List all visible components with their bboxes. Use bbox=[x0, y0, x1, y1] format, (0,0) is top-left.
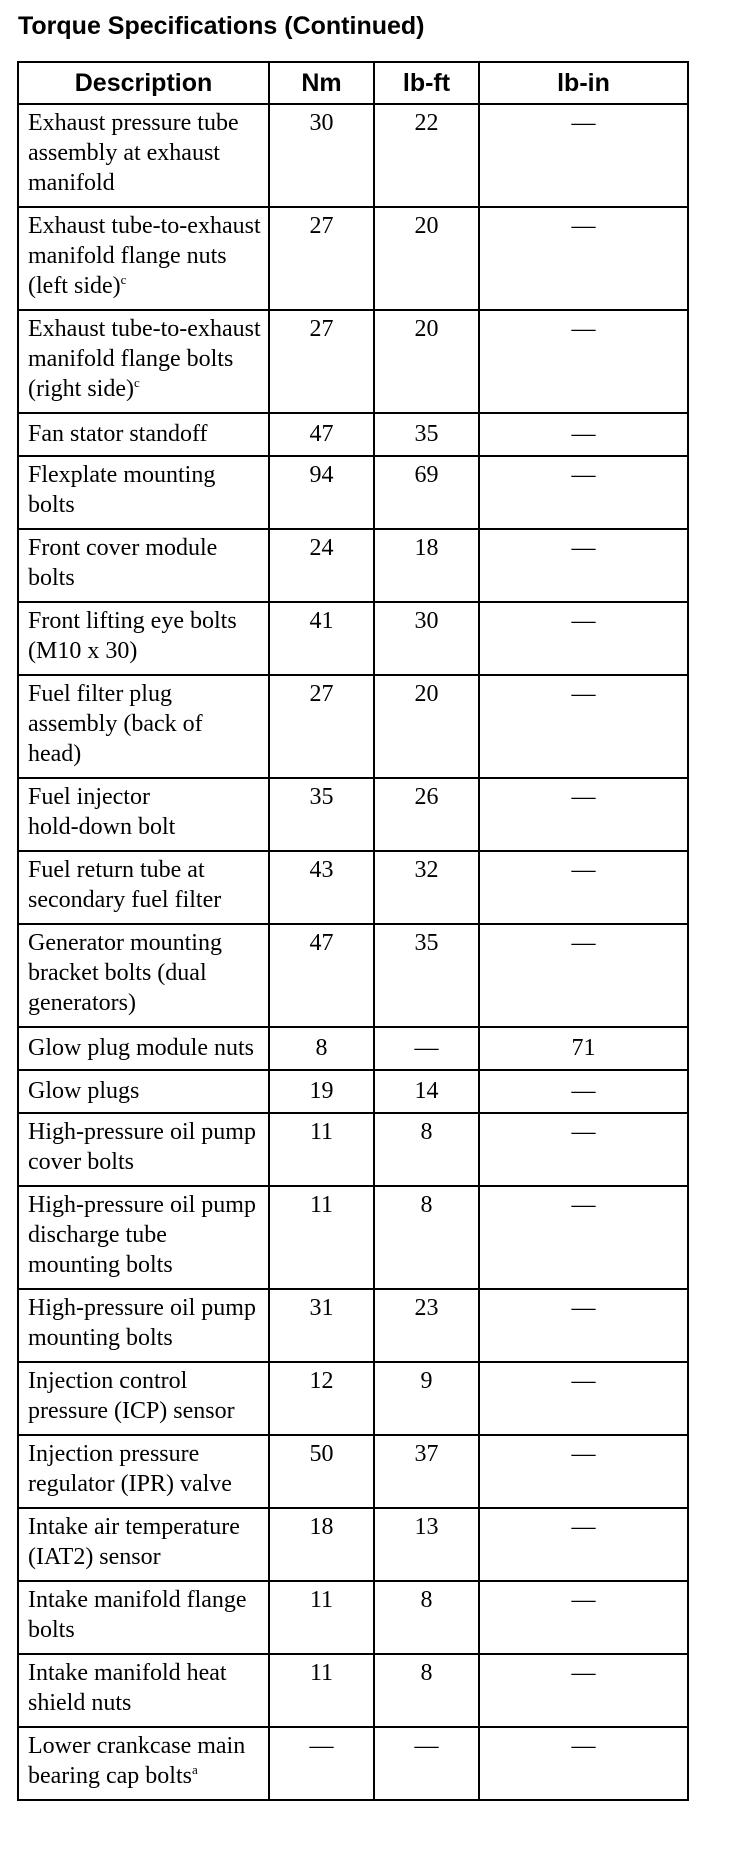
description-line: hold-down bolt bbox=[28, 814, 176, 840]
description-line: manifold bbox=[28, 170, 115, 196]
description-cell bbox=[18, 1581, 269, 1654]
description-line: Intake manifold flange bbox=[28, 1587, 247, 1613]
description-line: (IAT2) sensor bbox=[28, 1544, 161, 1570]
nm-value-cell: 43 bbox=[269, 851, 374, 924]
description-line: Intake air temperature bbox=[28, 1514, 240, 1540]
nm-value-cell: 41 bbox=[269, 602, 374, 675]
lb-in-value-cell: — bbox=[479, 413, 688, 456]
lb-in-value-cell: — bbox=[479, 1362, 688, 1435]
table-row bbox=[18, 104, 688, 207]
lb-ft-value-cell: 23 bbox=[374, 1289, 479, 1362]
table-row bbox=[18, 529, 688, 602]
table-row bbox=[18, 310, 688, 413]
description-cell bbox=[18, 104, 269, 207]
description-line: assembly at exhaust bbox=[28, 140, 220, 166]
description-cell bbox=[18, 1027, 269, 1070]
lb-in-value-cell: — bbox=[479, 602, 688, 675]
table-body bbox=[18, 104, 688, 1800]
lb-in-value-cell: — bbox=[479, 1186, 688, 1289]
lb-ft-value-cell: 8 bbox=[374, 1113, 479, 1186]
description-line: assembly (back of bbox=[28, 711, 203, 737]
nm-value-cell: 94 bbox=[269, 456, 374, 529]
nm-value-cell: — bbox=[269, 1727, 374, 1800]
table-row bbox=[18, 456, 688, 529]
nm-value-cell: 47 bbox=[269, 924, 374, 1027]
description-cell bbox=[18, 1435, 269, 1508]
description-line: pressure (ICP) sensor bbox=[28, 1398, 235, 1424]
lb-ft-value-cell: 8 bbox=[374, 1186, 479, 1289]
description-line: Glow plug module nuts bbox=[28, 1035, 254, 1061]
table-row bbox=[18, 602, 688, 675]
description-line: High-pressure oil pump bbox=[28, 1119, 256, 1145]
table-row bbox=[18, 1581, 688, 1654]
nm-value-cell: 31 bbox=[269, 1289, 374, 1362]
column-header-nm: Nm bbox=[269, 62, 374, 104]
description-line: manifold flange nuts bbox=[28, 243, 227, 269]
nm-value-cell: 27 bbox=[269, 310, 374, 413]
nm-value-cell: 19 bbox=[269, 1070, 374, 1113]
lb-ft-value-cell: — bbox=[374, 1027, 479, 1070]
table-header-row bbox=[18, 62, 688, 104]
description-line: High-pressure oil pump bbox=[28, 1192, 256, 1218]
description-cell bbox=[18, 602, 269, 675]
lb-ft-value-cell: 13 bbox=[374, 1508, 479, 1581]
description-cell bbox=[18, 778, 269, 851]
description-line: Fuel return tube at bbox=[28, 857, 205, 883]
description-cell bbox=[18, 851, 269, 924]
column-header-lb-ft: lb-ft bbox=[374, 62, 479, 104]
description-line: Fuel injector bbox=[28, 784, 150, 810]
lb-ft-value-cell: 30 bbox=[374, 602, 479, 675]
description-line: (right side) bbox=[28, 376, 134, 402]
table-row bbox=[18, 413, 688, 456]
table-row bbox=[18, 1186, 688, 1289]
lb-in-value-cell: — bbox=[479, 924, 688, 1027]
lb-ft-value-cell: 26 bbox=[374, 778, 479, 851]
description-line: Fan stator standoff bbox=[28, 421, 208, 447]
description-line: Generator mounting bbox=[28, 930, 222, 956]
lb-ft-value-cell: 20 bbox=[374, 310, 479, 413]
description-line: (M10 x 30) bbox=[28, 638, 138, 664]
torque-specifications-table bbox=[17, 61, 689, 1801]
description-line: bearing cap bolts bbox=[28, 1763, 192, 1789]
description-line: High-pressure oil pump bbox=[28, 1295, 256, 1321]
description-line: bolts bbox=[28, 1617, 75, 1643]
nm-value-cell: 30 bbox=[269, 104, 374, 207]
lb-ft-value-cell: — bbox=[374, 1727, 479, 1800]
description-line: generators) bbox=[28, 990, 136, 1016]
description-cell bbox=[18, 675, 269, 778]
lb-in-value-cell: 71 bbox=[479, 1027, 688, 1070]
description-line: shield nuts bbox=[28, 1690, 132, 1716]
lb-in-value-cell: — bbox=[479, 778, 688, 851]
description-cell bbox=[18, 1654, 269, 1727]
description-line: bracket bolts (dual bbox=[28, 960, 207, 986]
description-line: Injection control bbox=[28, 1368, 188, 1394]
description-cell bbox=[18, 1113, 269, 1186]
lb-ft-value-cell: 20 bbox=[374, 207, 479, 310]
nm-value-cell: 11 bbox=[269, 1186, 374, 1289]
lb-in-value-cell: — bbox=[479, 1508, 688, 1581]
description-cell bbox=[18, 924, 269, 1027]
description-line: Exhaust tube-to-exhaust bbox=[28, 316, 261, 342]
lb-ft-value-cell: 32 bbox=[374, 851, 479, 924]
description-line: Exhaust tube-to-exhaust bbox=[28, 213, 261, 239]
nm-value-cell: 12 bbox=[269, 1362, 374, 1435]
lb-in-value-cell: — bbox=[479, 1070, 688, 1113]
description-cell bbox=[18, 529, 269, 602]
description-line: bolts bbox=[28, 565, 75, 591]
description-line: Flexplate mounting bbox=[28, 462, 216, 488]
table-row bbox=[18, 1070, 688, 1113]
description-cell bbox=[18, 1070, 269, 1113]
lb-in-value-cell: — bbox=[479, 675, 688, 778]
description-line: Glow plugs bbox=[28, 1078, 140, 1104]
lb-in-value-cell: — bbox=[479, 104, 688, 207]
description-line: mounting bolts bbox=[28, 1252, 173, 1278]
description-cell bbox=[18, 456, 269, 529]
nm-value-cell: 11 bbox=[269, 1581, 374, 1654]
table-row bbox=[18, 1289, 688, 1362]
description-line: bolts bbox=[28, 492, 75, 518]
nm-value-cell: 8 bbox=[269, 1027, 374, 1070]
description-cell bbox=[18, 1186, 269, 1289]
table-row bbox=[18, 778, 688, 851]
page-title: Torque Specifications (Continued) bbox=[18, 12, 425, 40]
table-row bbox=[18, 207, 688, 310]
nm-value-cell: 18 bbox=[269, 1508, 374, 1581]
lb-ft-value-cell: 8 bbox=[374, 1581, 479, 1654]
table-row bbox=[18, 1435, 688, 1508]
description-cell bbox=[18, 1289, 269, 1362]
lb-in-value-cell: — bbox=[479, 207, 688, 310]
nm-value-cell: 24 bbox=[269, 529, 374, 602]
description-cell bbox=[18, 1508, 269, 1581]
footnote-marker: c bbox=[120, 272, 127, 287]
lb-in-value-cell: — bbox=[479, 529, 688, 602]
nm-value-cell: 50 bbox=[269, 1435, 374, 1508]
description-line: Front lifting eye bolts bbox=[28, 608, 237, 634]
description-line: manifold flange bolts bbox=[28, 346, 234, 372]
table-row bbox=[18, 1508, 688, 1581]
description-line: regulator (IPR) valve bbox=[28, 1471, 232, 1497]
column-header-lb-in: lb-in bbox=[479, 62, 688, 104]
lb-in-value-cell: — bbox=[479, 1727, 688, 1800]
description-line: cover bolts bbox=[28, 1149, 134, 1175]
description-line: Intake manifold heat bbox=[28, 1660, 227, 1686]
lb-in-value-cell: — bbox=[479, 1581, 688, 1654]
lb-ft-value-cell: 8 bbox=[374, 1654, 479, 1727]
lb-ft-value-cell: 22 bbox=[374, 104, 479, 207]
lb-in-value-cell: — bbox=[479, 1289, 688, 1362]
lb-in-value-cell: — bbox=[479, 1435, 688, 1508]
lb-in-value-cell: — bbox=[479, 456, 688, 529]
description-line: Front cover module bbox=[28, 535, 218, 561]
description-line: discharge tube bbox=[28, 1222, 167, 1248]
footnote-marker: c bbox=[133, 375, 140, 390]
table-row bbox=[18, 851, 688, 924]
nm-value-cell: 11 bbox=[269, 1654, 374, 1727]
lb-ft-value-cell: 14 bbox=[374, 1070, 479, 1113]
lb-in-value-cell: — bbox=[479, 851, 688, 924]
nm-value-cell: 27 bbox=[269, 207, 374, 310]
description-line: Injection pressure bbox=[28, 1441, 200, 1467]
footnote-marker: a bbox=[191, 1762, 198, 1777]
lb-ft-value-cell: 35 bbox=[374, 413, 479, 456]
lb-ft-value-cell: 18 bbox=[374, 529, 479, 602]
description-cell bbox=[18, 1727, 269, 1800]
lb-in-value-cell: — bbox=[479, 310, 688, 413]
description-cell bbox=[18, 207, 269, 310]
lb-ft-value-cell: 35 bbox=[374, 924, 479, 1027]
description-line: Lower crankcase main bbox=[28, 1733, 246, 1759]
description-line: secondary fuel filter bbox=[28, 887, 222, 913]
table-row bbox=[18, 924, 688, 1027]
lb-ft-value-cell: 9 bbox=[374, 1362, 479, 1435]
description-line: Exhaust pressure tube bbox=[28, 110, 239, 136]
table-row bbox=[18, 1654, 688, 1727]
table-row bbox=[18, 1727, 688, 1800]
table-row bbox=[18, 1362, 688, 1435]
description-line: head) bbox=[28, 741, 82, 767]
lb-ft-value-cell: 20 bbox=[374, 675, 479, 778]
lb-in-value-cell: — bbox=[479, 1113, 688, 1186]
description-cell bbox=[18, 310, 269, 413]
nm-value-cell: 27 bbox=[269, 675, 374, 778]
lb-in-value-cell: — bbox=[479, 1654, 688, 1727]
description-cell bbox=[18, 413, 269, 456]
nm-value-cell: 47 bbox=[269, 413, 374, 456]
table-row bbox=[18, 1113, 688, 1186]
table-row bbox=[18, 675, 688, 778]
lb-ft-value-cell: 37 bbox=[374, 1435, 479, 1508]
lb-ft-value-cell: 69 bbox=[374, 456, 479, 529]
description-line: (left side) bbox=[28, 273, 121, 299]
column-header-description: Description bbox=[18, 62, 269, 104]
description-line: mounting bolts bbox=[28, 1325, 173, 1351]
table-row bbox=[18, 1027, 688, 1070]
description-cell bbox=[18, 1362, 269, 1435]
nm-value-cell: 35 bbox=[269, 778, 374, 851]
nm-value-cell: 11 bbox=[269, 1113, 374, 1186]
description-line: Fuel filter plug bbox=[28, 681, 172, 707]
